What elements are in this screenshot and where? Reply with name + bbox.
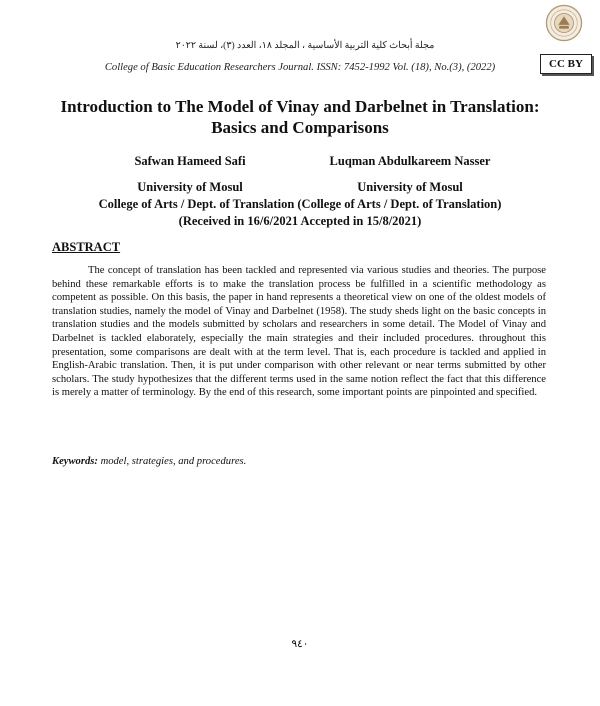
- abstract-body: The concept of translation has been tackled and represented via various studies and theories. The purpose behind these remarkable efforts is to make the translation process be fulfilled in a scientific methodology as competent as possible. On this basis, the paper in hand represents a theoretical view on one of the oldest models of translation studies, namely the model of Vinay and Darbelnet (1958). The study sheds light on the basic concepts in translation studies and the models submitted by scholars and researchers in some detail. The Model of Vinay and Darbelnet is tackled elaborately, especially the main strategies and their included procedures. throughout this presentation, some comparisons are dealt with at the term level. That is, each procedure is tackled and applied in English-Arabic translation. Then, it is put under comparison with other relevant or near terms submitted by other scholars. The study hypothesizes that the different terms used in the same notion reflect the fact that this difference is merely a matter of terminology. By the end of this research, some important points are pinpointed and specified.: [52, 265, 546, 399]
- author-2-department: (College of Arts / Dept. of Translation): [297, 197, 502, 211]
- author-2-university: University of Mosul: [357, 180, 463, 194]
- cc-by-license-badge[interactable]: CC BY: [540, 54, 592, 74]
- author-name-2: Luqman Abdulkareem Nasser: [329, 154, 491, 168]
- keywords-line: [52, 456, 246, 467]
- university-seal-icon: [545, 4, 583, 42]
- author-name-1: Safwan Hameed Safi: [134, 154, 246, 168]
- received-accepted-dates: (Received in 16/6/2021 Accepted in 15/8/2021): [178, 214, 422, 228]
- keywords-text: model, strategies, and procedures.: [100, 456, 247, 467]
- author-departments: [40, 197, 560, 212]
- paper-title: Introduction to The Model of Vinay and Darbelnet in Translation: Basics and Comparisons: [60, 97, 540, 137]
- arabic-journal-header: مجلة أبحاث كلية التربية الأساسية ، المجلد ١٨، العدد (٣)، لسنة ٢٠٢٢: [175, 41, 435, 51]
- abstract-heading: ABSTRACT: [52, 240, 121, 254]
- author-1-department: College of Arts / Dept. of Translation: [98, 197, 295, 211]
- author-1-university: University of Mosul: [137, 180, 243, 194]
- journal-citation-line: College of Basic Education Researchers Journal. ISSN: 7452-1992 Vol. (18), No.(3), (2022): [104, 62, 496, 73]
- page-number: ٩٤٠: [291, 639, 309, 650]
- keywords-label: Keywords:: [52, 456, 98, 467]
